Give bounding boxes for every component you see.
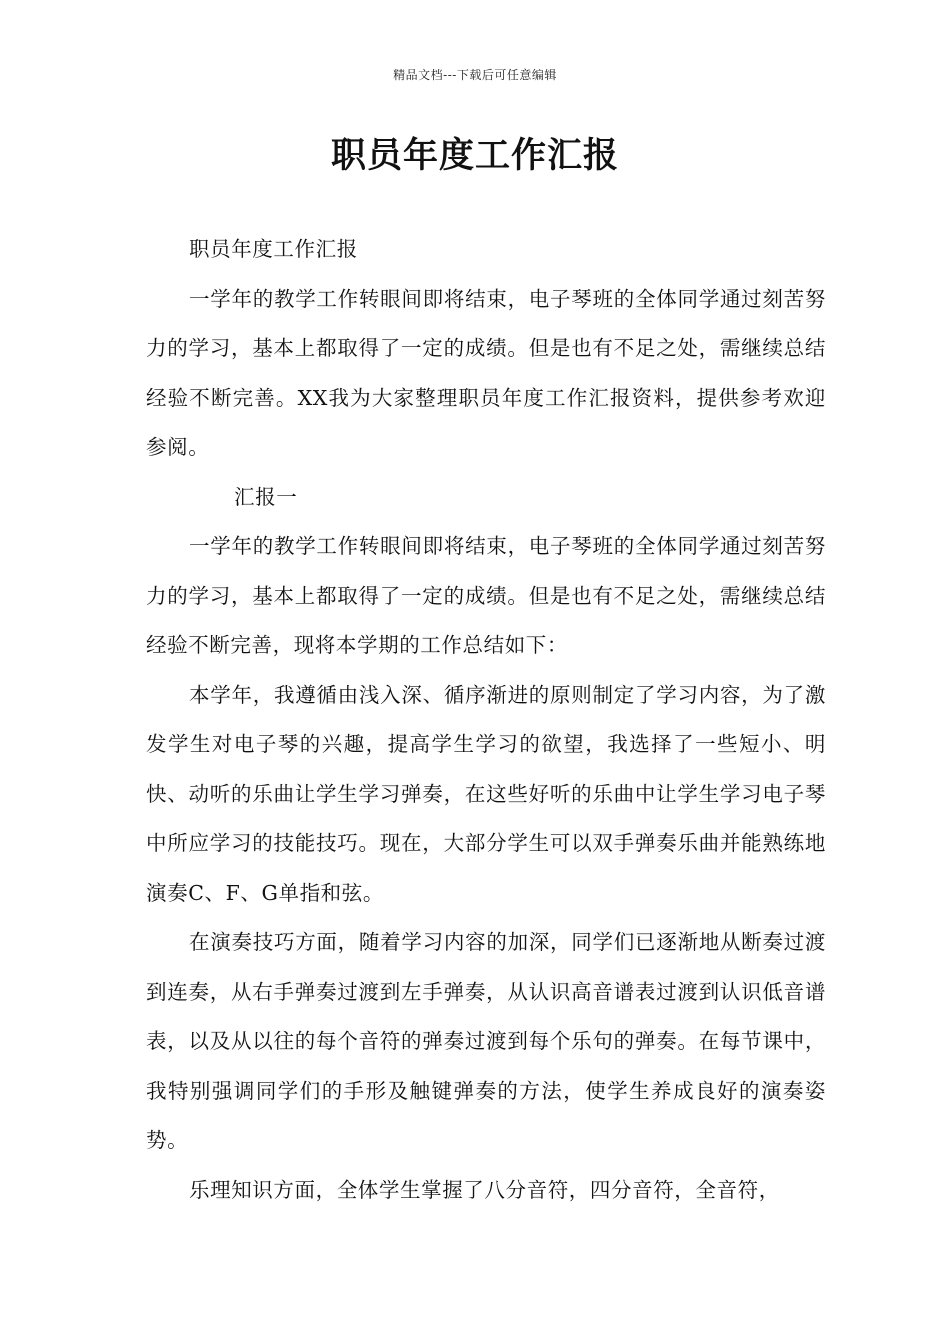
intro-paragraph: 一学年的教学工作转眼间即将结束，电子琴班的全体同学通过刻苦努力的学习，基本上都取得了一定的成绩。但是也有不足之处，需继续总结经验不断完善。XX我为大家整理职员年度工作汇报资料，提供参考欢迎参阅。	[146, 286, 826, 459]
body-paragraph: 在演奏技巧方面，随着学习内容的加深，同学们已逐渐地从断奏过渡到连奏，从右手弹奏过渡到左手弹奏，从认识高音谱表过渡到认识低音谱表，以及从以往的每个音符的弹奏过渡到每个乐句的弹奏。在每节课中，我特别强调同学们的手形及触键弹奏的方法，使学生养成良好的演奏姿势。	[146, 930, 826, 1152]
section-heading-report-one: 汇报一	[234, 484, 298, 509]
body-paragraph: 一学年的教学工作转眼间即将结束，电子琴班的全体同学通过刻苦努力的学习，基本上都取得了一定的成绩。但是也有不足之处，需继续总结经验不断完善，现将本学期的工作总结如下：	[146, 534, 826, 657]
document-body	[146, 225, 826, 1215]
document-title: 职员年度工作汇报	[330, 136, 619, 176]
header-note: 精品文档---下载后可任意编辑	[393, 68, 557, 82]
body-paragraph: 乐理知识方面，全体学生掌握了八分音符，四分音符，全音符，	[189, 1177, 780, 1202]
body-paragraph: 本学年，我遵循由浅入深、循序渐进的原则制定了学习内容，为了激发学生对电子琴的兴趣，提高学生学习的欲望，我选择了一些短小、明快、动听的乐曲让学生学习弹奏，在这些好听的乐曲中让学生学习电子琴中所应学习的技能技巧。现在，大部分学生可以双手弹奏乐曲并能熟练地演奏C、F、G单指和弦。	[146, 682, 826, 905]
intro-heading: 职员年度工作汇报	[189, 237, 358, 261]
